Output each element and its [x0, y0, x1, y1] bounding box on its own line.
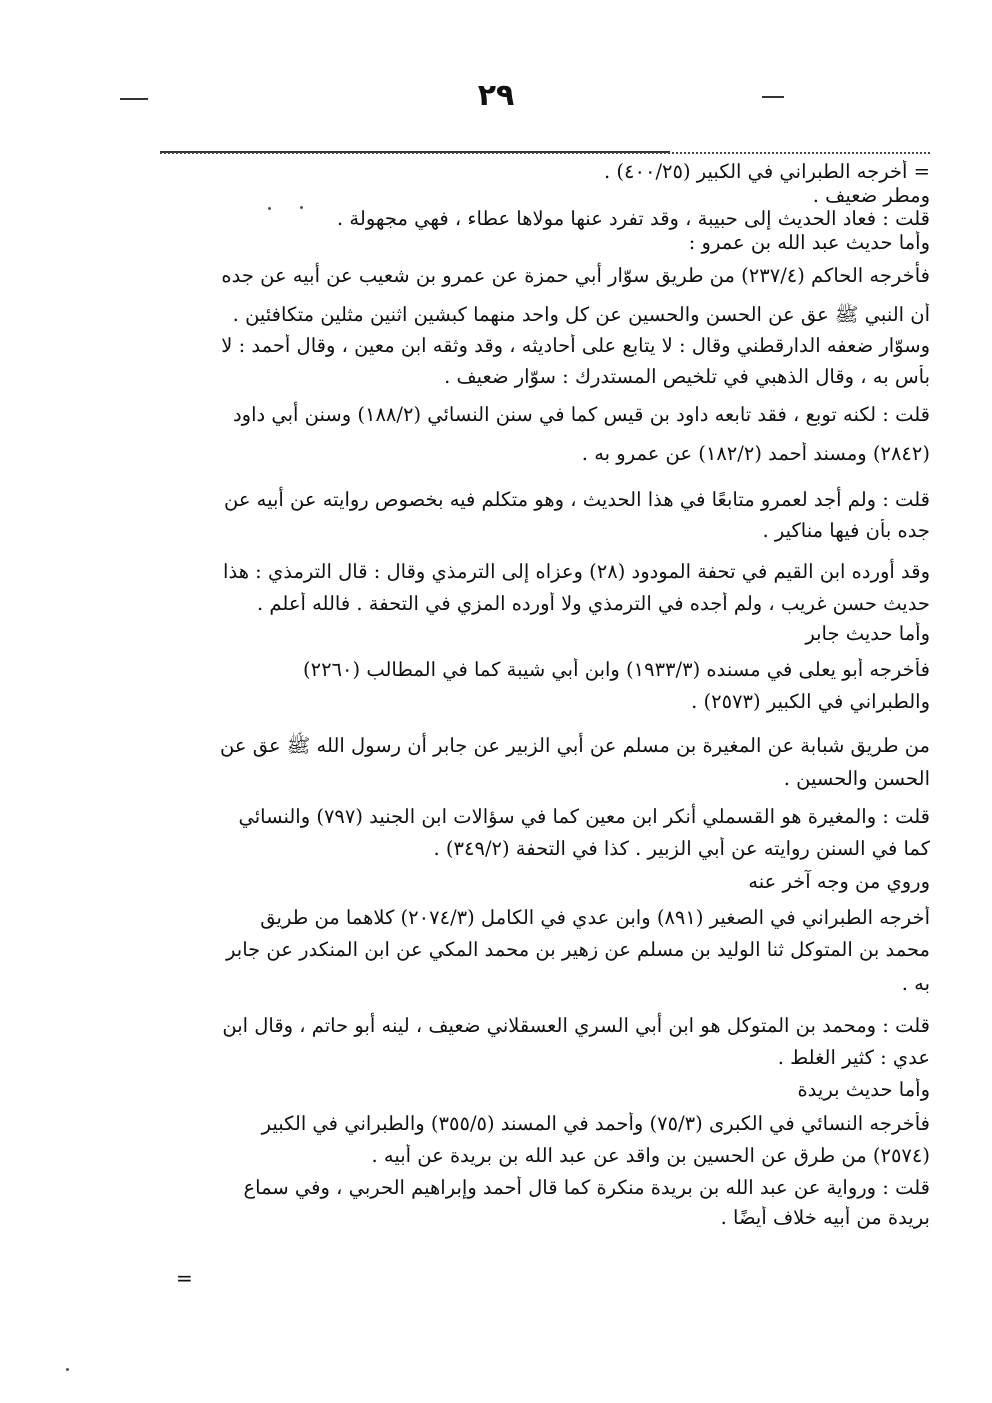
scan-speck: [300, 206, 303, 209]
text-line: قلت : ولم أجد لعمرو متابعًا في هذا الحديث ، وهو متكلم فيه بخصوص روايته عن أبيه عن: [223, 488, 930, 512]
text-line: فأخرجه أبو يعلى في مسنده (١٩٣٣/٣) وابن أبي شيبة كما في المطالب (٢٢٦٠): [303, 658, 930, 682]
text-line: وقد أورده ابن القيم في تحفة المودود (٢٨) وعزاه إلى الترمذي وقال : قال الترمذي : هذا: [223, 560, 930, 584]
text-line: وأما حديث جابر: [805, 622, 930, 646]
text-line: وسوّار ضعفه الدارقطني وقال : لا يتابع على أحاديثه ، وقد وثقه ابن معين ، وقال أحمد : لا: [221, 334, 930, 358]
text-line: محمد بن المتوكل ثنا الوليد بن مسلم عن زهير بن محمد المكي عن ابن المنكدر عن جابر: [226, 938, 930, 962]
footnote-body: [150, 160, 930, 1236]
text-line: والطبراني في الكبير (٢٥٧٣) .: [691, 690, 930, 714]
header-dash-left: [120, 98, 148, 100]
text-line: بأس به ، وقال الذهبي في تلخيص المستدرك : سوّار ضعيف .: [444, 365, 930, 389]
text-line: وروي من وجه آخر عنه: [748, 870, 930, 894]
text-line: أن النبي ﷺ عق عن الحسن والحسين عن كل واحد منهما كبشين اثنين مثلين متكافئين .: [232, 303, 930, 327]
text-line: قلت : والمغيرة هو القسملي أنكر ابن معين كما في سؤالات ابن الجنيد (٧٩٧) والنسائي: [238, 805, 930, 829]
text-line: (٢٨٤٢) ومسند أحمد (١٨٢/٢) عن عمرو به .: [581, 442, 930, 466]
text-line: وأما حديث عبد الله بن عمرو :: [688, 230, 930, 254]
text-line: فأخرجه الحاكم (٢٣٧/٤) من طريق سوّار أبي حمزة عن عمرو بن شعيب عن أبيه عن جده: [221, 264, 930, 288]
text-line: ومطر ضعيف .: [812, 183, 930, 207]
text-line: = أخرجه الطبراني في الكبير (٤٠٠/٢٥) .: [604, 160, 930, 183]
text-line: قلت : لكنه توبع ، فقد تابعه داود بن قيس كما في سنن النسائي (١٨٨/٢) وسنن أبي داود: [232, 403, 930, 427]
text-line: حديث حسن غريب ، ولم أجده في الترمذي ولا أورده المزي في التحفة . فالله أعلم .: [256, 592, 930, 616]
continuation-mark: =: [176, 1266, 193, 1290]
text-line: جده بأن فيها مناكير .: [762, 519, 930, 543]
text-line: الحسن والحسين .: [783, 767, 930, 791]
text-line: قلت : ورواية عن عبد الله بن بريدة منكرة كما قال أحمد وإبراهيم الحربي ، وفي سماع: [243, 1176, 930, 1200]
header-rule-dotted: [160, 152, 930, 154]
text-line: وأما حديث بريدة: [797, 1078, 930, 1102]
scan-speck: [66, 1368, 69, 1371]
text-line: قلت : فعاد الحديث إلى حبيبة ، وقد تفرد عنها مولاها عطاء ، فهي مجهولة .: [337, 207, 930, 231]
text-line: عدي : كثير الغلط .: [777, 1046, 930, 1070]
header-dash-right: [762, 96, 784, 98]
text-line: فأخرجه النسائي في الكبرى (٧٥/٣) وأحمد في المسند (٣٥٥/٥) والطبراني في الكبير: [261, 1112, 930, 1136]
page-number: ٢٩: [477, 78, 515, 113]
scan-speck: [268, 207, 271, 210]
text-line: كما في السنن روايته عن أبي الزبير . كذا في التحفة (٣٤٩/٢) .: [433, 837, 930, 861]
text-line: (٢٥٧٤) من طرق عن الحسين بن واقد عن عبد الله بن بريدة عن أبيه .: [371, 1144, 930, 1168]
text-line: قلت : ومحمد بن المتوكل هو ابن أبي السري العسقلاني ضعيف ، لينه أبو حاتم ، وقال ابن: [222, 1014, 930, 1038]
text-line: أخرجه الطبراني في الصغير (٨٩١) وابن عدي في الكامل (٢٠٧٤/٣) كلاهما من طريق: [260, 906, 930, 930]
text-line: بريدة من أبيه خلاف أيضًا .: [720, 1206, 930, 1230]
text-line: من طريق شبابة عن المغيرة بن مسلم عن أبي الزبير عن جابر أن رسول الله ﷺ عق عن: [220, 734, 930, 758]
text-line: به .: [901, 972, 930, 996]
